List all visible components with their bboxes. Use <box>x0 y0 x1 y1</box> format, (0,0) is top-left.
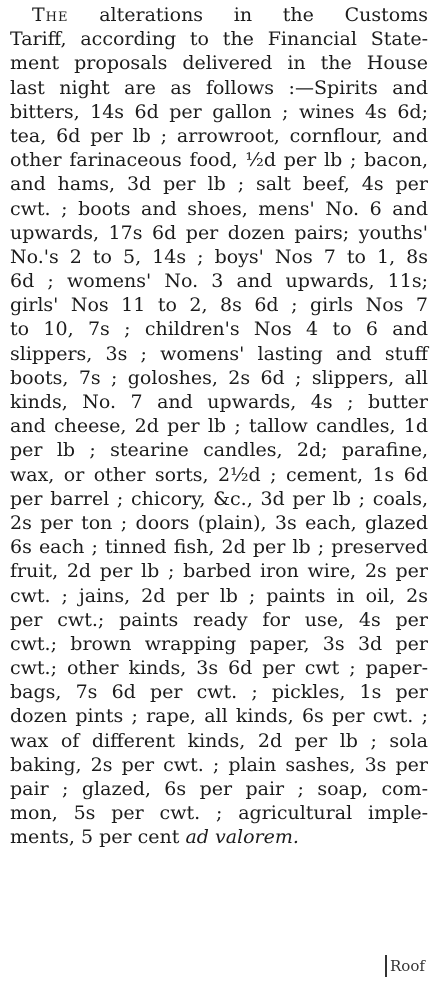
article-line: baking, 2s per cwt. ; plain sashes, 3s per <box>10 753 428 776</box>
article-line: girls' Nos 11 to 2, 8s 6d ; girls Nos 7 <box>10 294 428 317</box>
article-line: No.'s 2 to 5, 14s ; boys' Nos 7 to 1, 8s <box>10 245 428 268</box>
article-line: cwt.; other kinds, 3s 6d per cwt ; paper- <box>10 657 428 680</box>
first-line-text: alterations in the Customs <box>99 4 428 26</box>
last-line-text: ments, 5 per cent <box>10 826 180 849</box>
article-last-line <box>10 825 428 849</box>
article-line: Tariff, according to the Financial State- <box>10 28 428 51</box>
article-line: wax, or other sorts, 2½d ; cement, 1s 6d <box>10 463 428 486</box>
article-line: cwt. ; boots and shoes, mens' No. 6 and <box>10 197 428 220</box>
tariff-article <box>10 3 428 850</box>
article-first-line <box>10 3 428 27</box>
article-line: cwt. ; jains, 2d per lb ; paints in oil, 2s <box>10 584 428 607</box>
lead-word: The <box>32 4 69 26</box>
article-line: and hams, 3d per lb ; salt beef, 4s per <box>10 173 428 196</box>
article-line: 2s per ton ; doors (plain), 3s each, glazed <box>10 511 428 534</box>
article-line: fruit, 2d per lb ; barbed iron wire, 2s per <box>10 560 428 583</box>
article-line: per barrel ; chicory, &c., 3d per lb ; coals, <box>10 487 428 510</box>
article-line: 6d ; womens' No. 3 and upwards, 11s; <box>10 270 428 293</box>
article-line: per cwt.; paints ready for use, 4s per <box>10 608 428 631</box>
article-line: 6s each ; tinned fish, 2d per lb ; preserved <box>10 536 428 559</box>
adjacent-column-fragment: Roof <box>385 955 432 977</box>
article-line: slippers, 3s ; womens' lasting and stuff <box>10 342 428 365</box>
article-line: per lb ; stearine candles, 2d; parafine, <box>10 439 428 462</box>
article-line: dozen pints ; rape, all kinds, 6s per cwt. ; <box>10 705 428 728</box>
article-line: pair ; glazed, 6s per pair ; soap, com- <box>10 778 428 800</box>
article-line: tea, 6d per lb ; arrowroot, cornflour, and <box>10 124 428 147</box>
article-line: other farinaceous food, ½d per lb ; bacon, <box>10 149 428 172</box>
article-line: and cheese, 2d per lb ; tallow candles, 1d <box>10 415 428 438</box>
article-line: last night are as follows :—Spirits and <box>10 76 428 99</box>
article-line: bitters, 14s 6d per gallon ; wines 4s 6d; <box>10 100 428 123</box>
article-line: ment proposals delivered in the House <box>10 52 428 75</box>
article-line: mon, 5s per cwt. ; agricultural imple- <box>10 802 428 825</box>
article-line: cwt.; brown wrapping paper, 3s 3d per <box>10 632 428 655</box>
article-line: boots, 7s ; goloshes, 2s 6d ; slippers, all <box>10 366 428 389</box>
article-line: bags, 7s 6d per cwt. ; pickles, 1s per <box>10 681 428 704</box>
article-line: upwards, 17s 6d per dozen pairs; youths' <box>10 221 428 244</box>
article-line: to 10, 7s ; children's Nos 4 to 6 and <box>10 318 428 341</box>
article-line: kinds, No. 7 and upwards, 4s ; butter <box>10 391 428 413</box>
article-line: wax of different kinds, 2d per lb ; sola <box>10 729 428 752</box>
italic-phrase: ad valorem. <box>185 826 299 849</box>
